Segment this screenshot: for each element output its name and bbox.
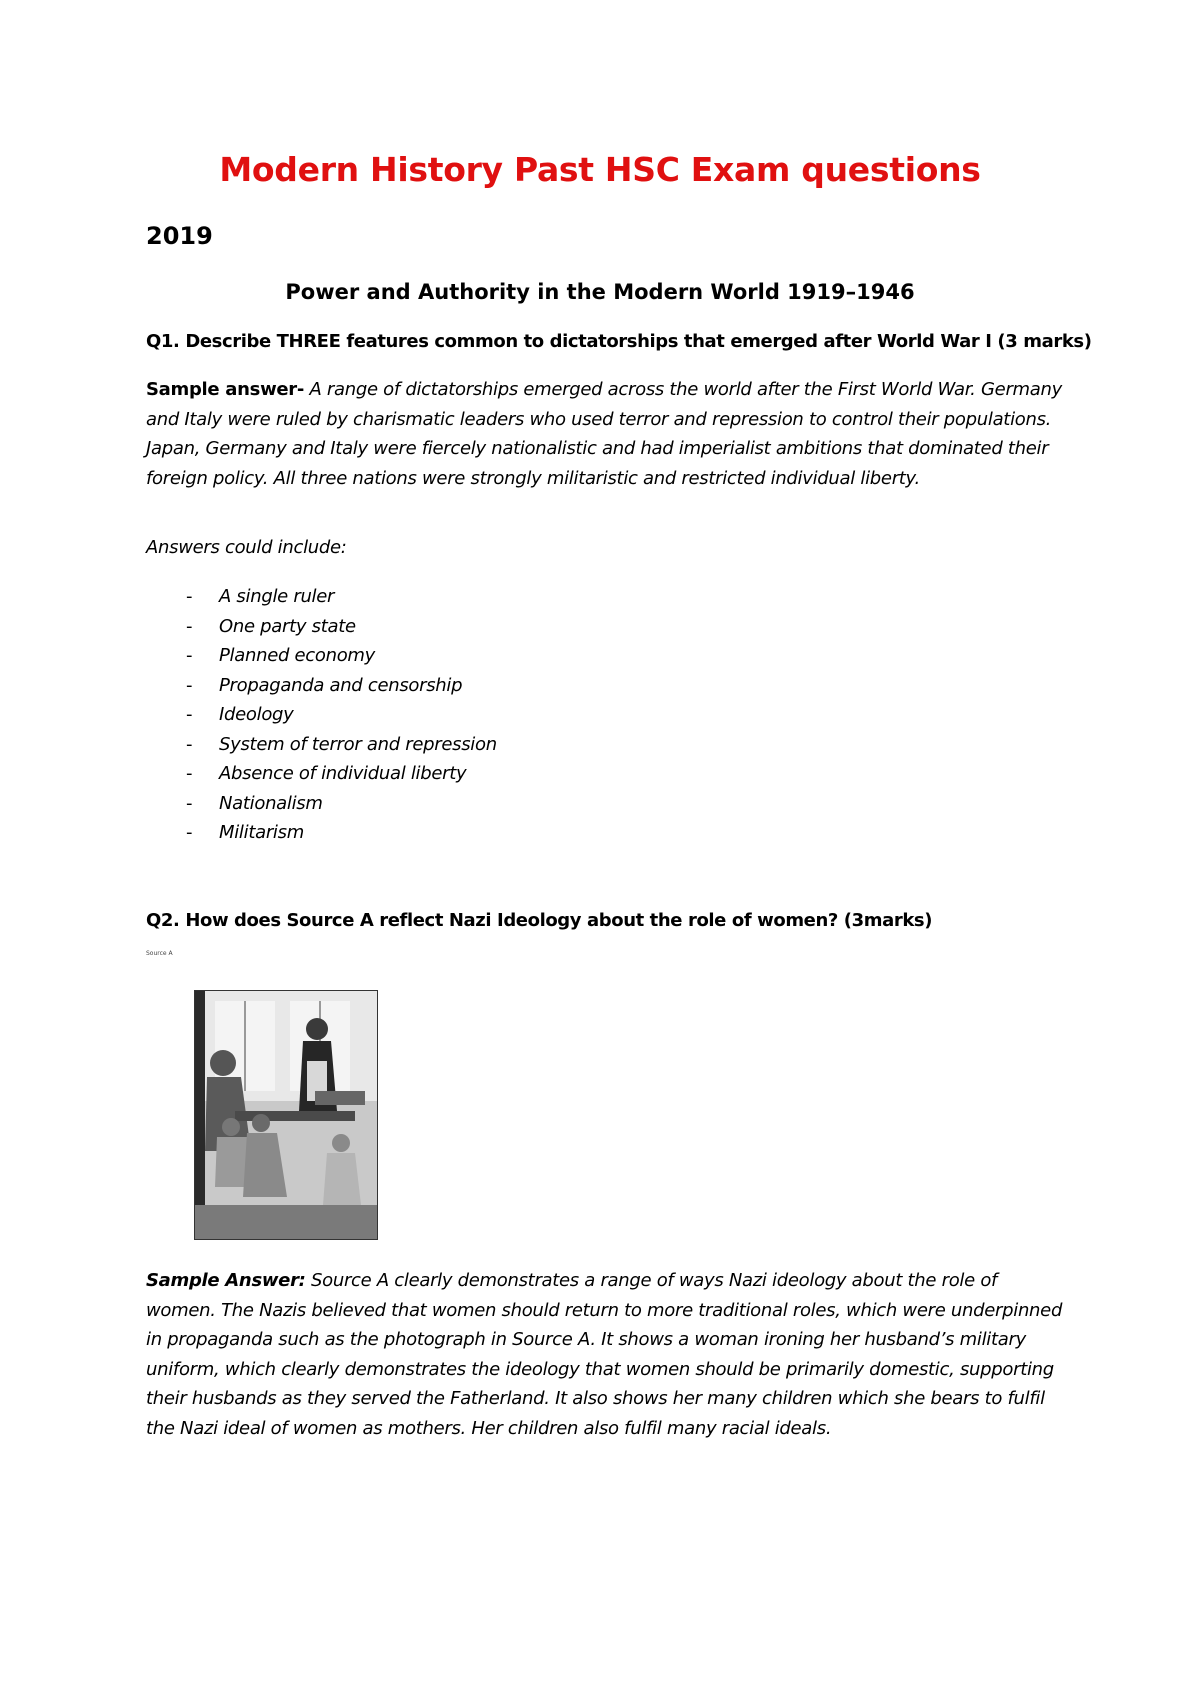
source-a-figure [146, 950, 406, 1250]
list-item: - Militarism [186, 822, 304, 843]
year-heading: 2019 [146, 222, 213, 250]
list-item: - Ideology [186, 704, 294, 725]
photograph-image [195, 991, 377, 1239]
sample-answer-2 [146, 1266, 1066, 1443]
question-2: Q2. How does Source A reflect Nazi Ideology about the role of women? (3marks) [146, 910, 933, 931]
list-item: - System of terror and repression [186, 733, 497, 755]
sample-answer-text: Source A clearly demonstrates a range of ways Nazi ideology about the role of women. The Nazis believed that women should return to more traditional roles, which were underpinned in propaganda such as the photograph in Source A. It shows a woman ironing her husband’s military uniform, which clearly demonstrates the ideology that women should be primarily domestic, supporting their husbands as they served the Fatherland. It also shows her many children which she bears to fulfil the Nazi ideal of women as mothers. Her children also fulfil many racial ideals. [146, 1270, 1063, 1439]
answers-could-include: Answers could include: [146, 537, 347, 558]
answer-list [146, 582, 497, 848]
sample-answer-text: A range of dictatorships emerged across the world after the First World War. Germany and Italy were ruled by charismatic leaders who used terror and repression to control their populations. Japan, Germany and Italy were fiercely nationalistic and had imperialist ambitions that dominated their foreign policy. All three nations were strongly militaristic and restricted individual liberty. [146, 379, 1062, 489]
source-label: Source A [146, 950, 173, 957]
list-item: - A single ruler [186, 586, 335, 607]
list-item: - Absence of individual liberty [186, 763, 467, 784]
sample-answer-label: Sample answer- [146, 379, 305, 400]
list-item: - Propaganda and censorship [186, 674, 463, 696]
list-item: - One party state [186, 615, 356, 637]
list-item: - Planned economy [186, 645, 376, 666]
family-photograph [194, 990, 378, 1240]
sample-answer-label: Sample Answer: [146, 1270, 306, 1291]
sample-answer-1 [146, 375, 1066, 493]
page-title: Modern History Past HSC Exam questions [219, 150, 981, 189]
list-item: - Nationalism [186, 792, 323, 814]
question-1: Q1. Describe THREE features common to dictatorships that emerged after World War I (3 marks) [146, 331, 1092, 352]
section-heading: Power and Authority in the Modern World 1919–1946 [285, 280, 915, 304]
